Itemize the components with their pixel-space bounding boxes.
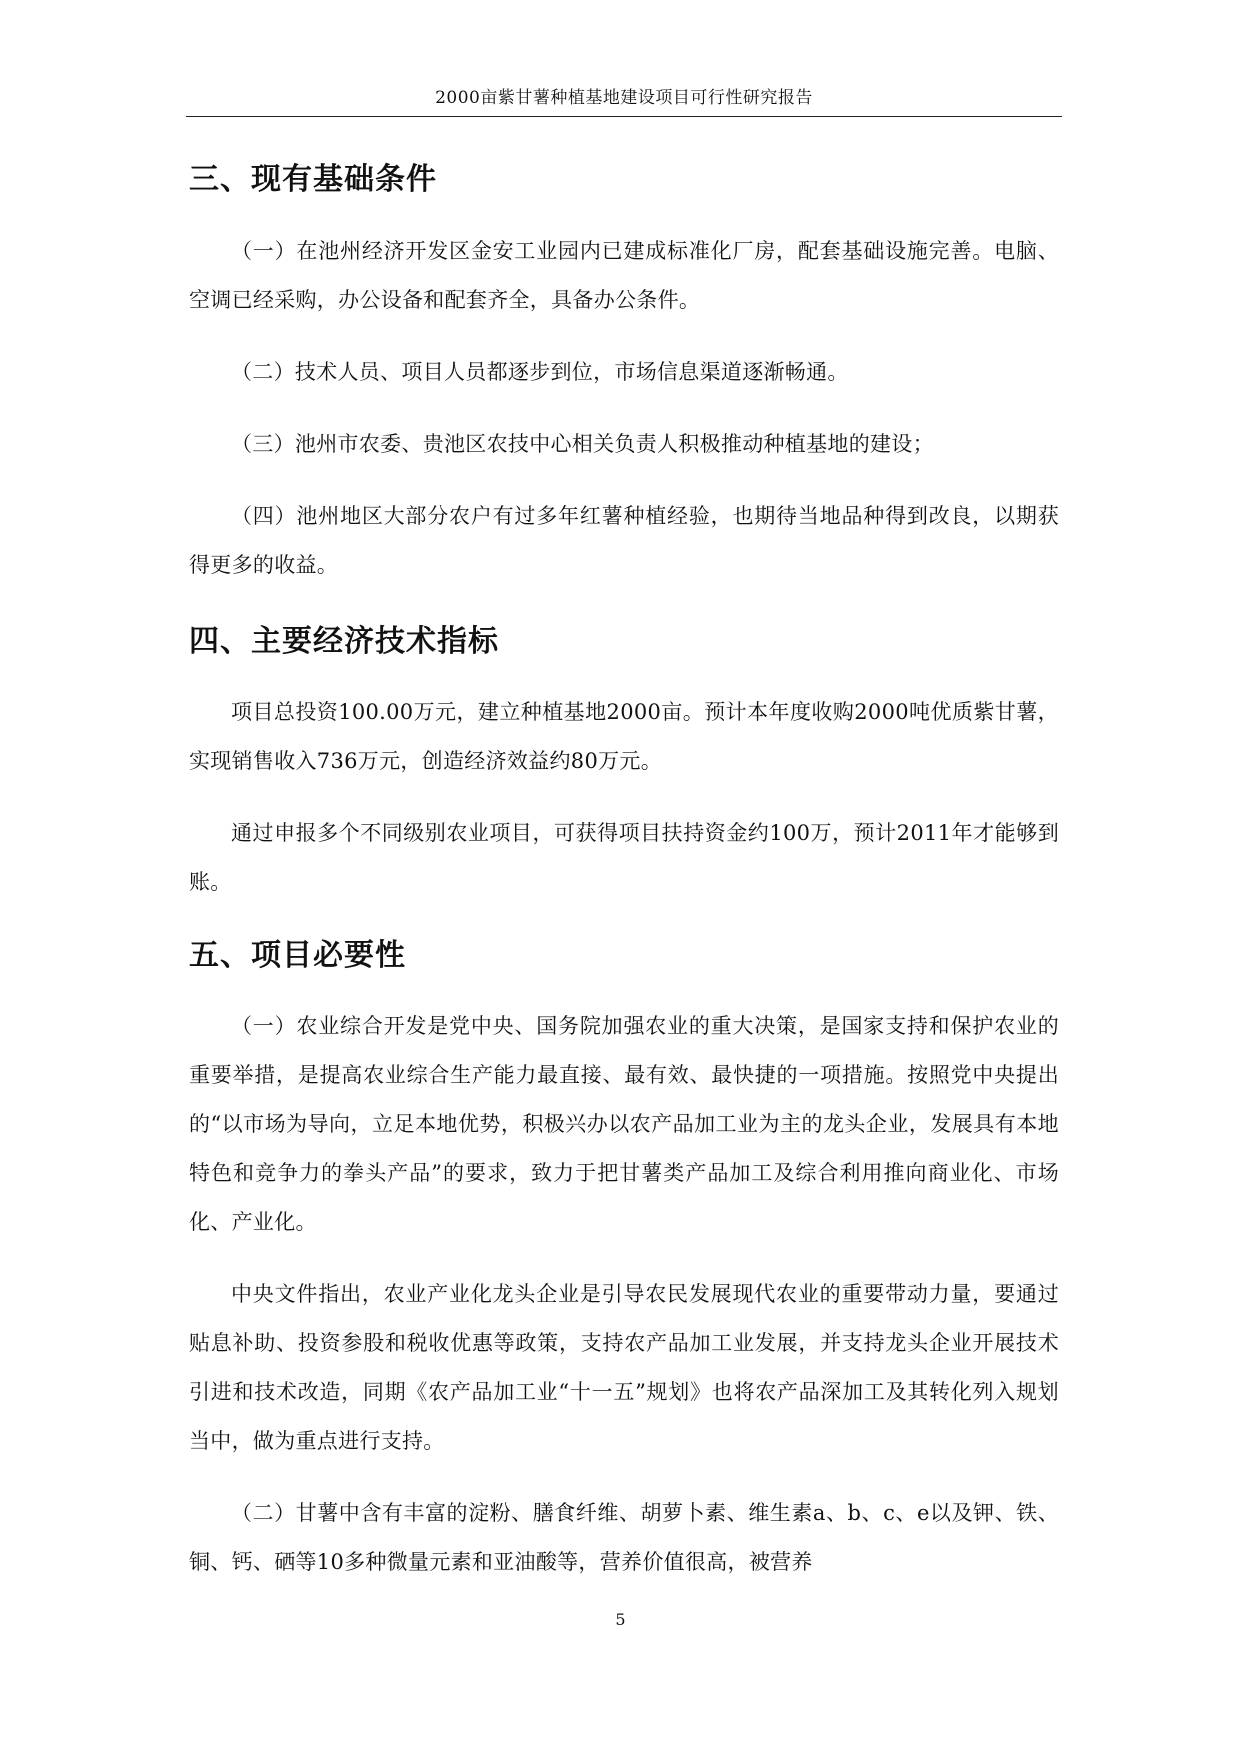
paragraph: 项目总投资100.00万元，建立种植基地2000亩。预计本年度收购2000吨优质紫甘薯，实现销售收入736万元，创造经济效益约80万元。 xyxy=(189,700,1059,773)
paragraph: （三）池州市农委、贵池区农技中心相关负责人积极推动种植基地的建设； xyxy=(231,432,934,456)
running-header: 2000亩紫甘薯种植基地建设项目可行性研究报告 xyxy=(435,88,813,108)
header-rule xyxy=(186,116,1062,117)
paragraph: （二）技术人员、项目人员都逐步到位，市场信息渠道逐渐畅通。 xyxy=(231,360,849,384)
paragraph: 中央文件指出，农业产业化龙头企业是引导农民发展现代农业的重要带动力量，要通过贴息补助、投资参股和税收优惠等政策，支持农产品加工业发展，并支持龙头企业开展技术引进和技术改造，同期《农产品加工业“十一五”规划》也将农产品深加工及其转化列入规划当中，做为重点进行支持。 xyxy=(189,1282,1059,1453)
section-heading: 四、主要经济技术指标 xyxy=(189,624,499,659)
section-heading: 五、项目必要性 xyxy=(189,938,406,973)
page-number: 5 xyxy=(615,1610,626,1629)
paragraph: （二）甘薯中含有丰富的淀粉、膳食纤维、胡萝卜素、维生素a、b、c、e以及钾、铁、铜、钙、硒等10多种微量元素和亚油酸等，营养价值很高，被营养 xyxy=(189,1501,1059,1574)
document-body xyxy=(189,138,1059,1587)
paragraph: （四）池州地区大部分农户有过多年红薯种植经验，也期待当地品种得到改良，以期获得更多的收益。 xyxy=(189,504,1059,577)
section-heading: 三、现有基础条件 xyxy=(189,162,437,197)
paragraph: （一）在池州经济开发区金安工业园内已建成标准化厂房，配套基础设施完善。电脑、空调已经采购，办公设备和配套齐全，具备办公条件。 xyxy=(189,239,1059,312)
paragraph: （一）农业综合开发是党中央、国务院加强农业的重大决策，是国家支持和保护农业的重要举措，是提高农业综合生产能力最直接、最有效、最快捷的一项措施。按照党中央提出的“以市场为导向，立足本地优势，积极兴办以农产品加工业为主的龙头企业，发展具有本地特色和竞争力的拳头产品”的要求，致力于把甘薯类产品加工及综合利用推向商业化、市场化、产业化。 xyxy=(189,1014,1059,1234)
paragraph: 通过申报多个不同级别农业项目，可获得项目扶持资金约100万，预计2011年才能够到账。 xyxy=(189,821,1059,894)
